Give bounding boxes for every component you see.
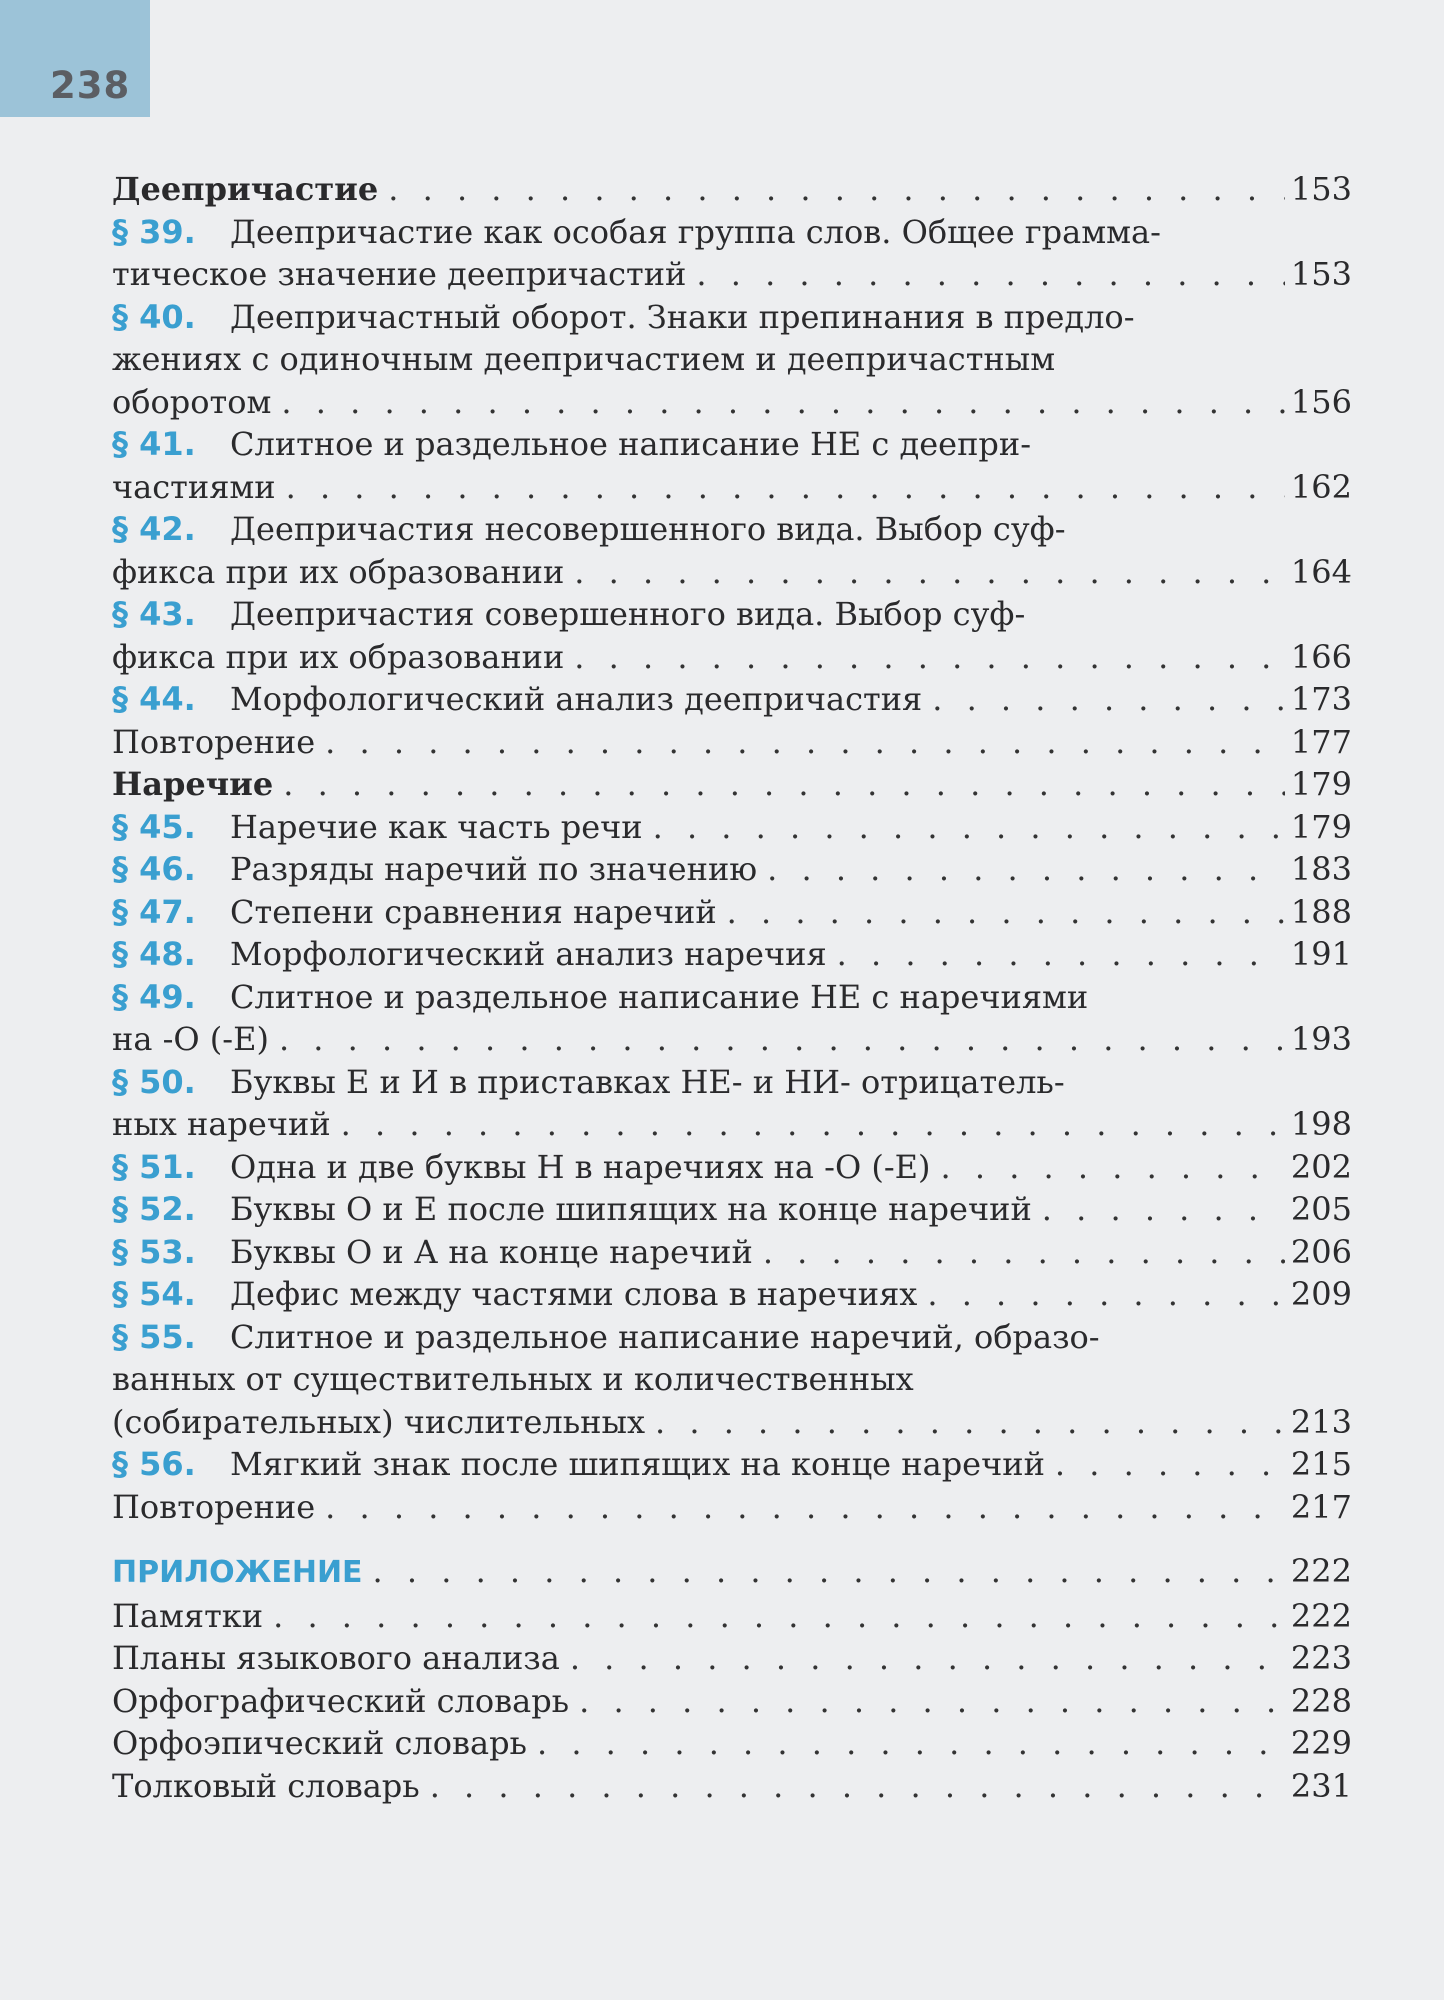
- toc-entry-text: Слитное и раздельное написание НЕ с наречиями: [230, 977, 1089, 1016]
- toc-entry: [112, 1231, 1352, 1274]
- dot-leader: [922, 678, 1285, 721]
- toc-entry-text: Орфоэпический словарь: [112, 1724, 527, 1762]
- page-ref: 217: [1290, 1487, 1352, 1526]
- toc-entry-text: Памятки: [112, 1596, 264, 1635]
- paragraph-number: § 49.: [112, 977, 196, 1016]
- toc-entry-text: Слитное и раздельное написание НЕ с деепри-: [230, 425, 1032, 463]
- dot-leader: [560, 1637, 1285, 1680]
- toc-entry-text: Мягкий знак после шипящих на конце наречий: [230, 1445, 1045, 1483]
- paragraph-number: § 40.: [112, 297, 196, 336]
- page-ref: 183: [1290, 850, 1352, 888]
- page-ref: 228: [1290, 1681, 1352, 1720]
- toc-entry-text: ных наречий: [112, 1105, 331, 1143]
- dot-leader: [931, 1146, 1285, 1189]
- dot-leader: [527, 1722, 1285, 1765]
- toc-entry-text: Степени сравнения наречий: [230, 892, 717, 931]
- page-ref: 213: [1290, 1402, 1352, 1441]
- toc-section-heading: [112, 763, 1352, 806]
- toc-entry-text: Буквы О и Е после шипящих на конце наречий: [230, 1190, 1032, 1228]
- toc-entry: [112, 1316, 1352, 1444]
- page-ref: 206: [1290, 1232, 1352, 1271]
- toc-entry-text: ванных от существительных и количественных: [112, 1360, 914, 1398]
- toc-plain-entry: [112, 1765, 1352, 1808]
- toc-entry-text: ПРИЛОЖЕНИЕ: [112, 1555, 363, 1590]
- page-ref: 179: [1290, 765, 1352, 803]
- toc-entry-text: Повторение: [112, 1487, 316, 1526]
- page-ref: 193: [1290, 1020, 1352, 1058]
- dot-leader: [315, 721, 1285, 764]
- paragraph-number: § 45.: [112, 807, 196, 846]
- dot-leader: [276, 466, 1285, 509]
- page-ref: 205: [1290, 1190, 1352, 1228]
- toc-entry-text: Буквы О и А на конце наречий: [230, 1232, 753, 1271]
- dot-leader: [564, 636, 1285, 679]
- page-ref: 223: [1290, 1639, 1352, 1677]
- page-ref: 153: [1290, 170, 1352, 208]
- toc-entry-text: Деепричастия совершенного вида. Выбор суф-: [230, 595, 1026, 633]
- paragraph-number: § 56.: [112, 1445, 196, 1483]
- toc-entry-text: Наречие как часть речи: [230, 807, 643, 846]
- toc-entry: [112, 1146, 1352, 1189]
- toc-plain-entry: [112, 1637, 1352, 1680]
- toc-entry-text: оборотом: [112, 382, 272, 421]
- dot-leader: [269, 1018, 1285, 1061]
- paragraph-number: § 48.: [112, 935, 196, 973]
- toc-entry-text: Буквы Е и И в приставках НЕ- и НИ- отрицатель-: [230, 1062, 1065, 1101]
- paragraph-number: § 52.: [112, 1190, 196, 1228]
- page-ref: 222: [1290, 1596, 1352, 1635]
- toc-entry: [112, 508, 1352, 593]
- paragraph-number: § 50.: [112, 1062, 196, 1101]
- toc-entry-text: тическое значение деепричастий: [112, 255, 687, 293]
- dot-leader: [1032, 1188, 1285, 1231]
- paragraph-number: § 43.: [112, 595, 196, 633]
- toc-entry: [112, 1061, 1352, 1146]
- page-ref: 202: [1290, 1147, 1352, 1186]
- dot-leader: [645, 1401, 1285, 1444]
- toc-entry-text: Деепричастие как особая группа слов. Общее граммa-: [230, 212, 1161, 251]
- dot-leader: [643, 806, 1285, 849]
- toc-appendix-heading: [112, 1550, 1352, 1595]
- dot-leader: [271, 381, 1285, 424]
- toc-entry-text: фикса при их образовании: [112, 637, 565, 676]
- paragraph-number: § 46.: [112, 850, 196, 888]
- toc-entry-text: (собирательных) числительных: [112, 1402, 646, 1441]
- toc-plain-entry: [112, 1680, 1352, 1723]
- dot-leader: [263, 1595, 1285, 1638]
- toc-entry: [112, 933, 1352, 976]
- dot-leader: [331, 1103, 1285, 1146]
- toc-entry-text: Одна и две буквы Н в наречиях на -О (-Е): [230, 1147, 931, 1186]
- toc-entry: [112, 1443, 1352, 1486]
- page-number: 238: [50, 64, 131, 107]
- page-ref: 191: [1290, 935, 1352, 973]
- dot-leader: [569, 1680, 1285, 1723]
- toc-entry-text: Деепричастный оборот. Знаки препинания в предло-: [230, 297, 1135, 336]
- paragraph-number: § 39.: [112, 212, 196, 251]
- toc-plain-entry: [112, 1595, 1352, 1638]
- paragraph-number: § 42.: [112, 510, 196, 548]
- paragraph-number: § 55.: [112, 1317, 196, 1356]
- dot-leader: [827, 933, 1285, 976]
- toc-entry-text: Дефис между частями слова в наречиях: [230, 1275, 918, 1313]
- toc-entry: [112, 848, 1352, 891]
- toc-entry-text: Слитное и раздельное написание наречий, образо-: [230, 1317, 1100, 1356]
- toc-entry-text: Деепричастия несовершенного вида. Выбор суф-: [230, 510, 1066, 548]
- paragraph-number: § 44.: [112, 680, 196, 718]
- toc-section-heading: [112, 168, 1352, 211]
- dot-leader: [717, 891, 1285, 934]
- paragraph-number: § 51.: [112, 1147, 196, 1186]
- page-ref: 164: [1290, 552, 1352, 591]
- toc-entry-text: Планы языкового анализа: [112, 1639, 560, 1677]
- dot-leader: [564, 551, 1285, 594]
- dot-leader: [363, 1550, 1285, 1593]
- page-ref: 209: [1290, 1275, 1352, 1313]
- toc-entry-text: фикса при их образовании: [112, 552, 565, 591]
- toc-entry-text: Разряды наречий по значению: [230, 850, 758, 888]
- toc-entry-text: Наречие: [112, 765, 274, 803]
- page-ref: 222: [1290, 1552, 1352, 1590]
- spacer: [112, 1528, 1352, 1550]
- toc-entry-text: Орфографический словарь: [112, 1681, 570, 1720]
- toc-entry: [112, 976, 1352, 1061]
- table-of-contents: [112, 168, 1352, 1807]
- paragraph-number: § 41.: [112, 425, 196, 463]
- dot-leader: [753, 1231, 1285, 1274]
- page-ref: 229: [1290, 1724, 1352, 1762]
- toc-entry-text: жениях с одиночным деепричастием и деепричастным: [112, 340, 1056, 378]
- page-ref: 215: [1290, 1445, 1352, 1483]
- toc-entry: [112, 296, 1352, 424]
- toc-entry-text: Морфологический анализ деепричастия: [230, 680, 923, 718]
- page-ref: 198: [1290, 1105, 1352, 1143]
- toc-plain-entry: [112, 1486, 1352, 1529]
- page-ref: 153: [1290, 255, 1352, 293]
- dot-leader: [273, 763, 1285, 806]
- page-ref: 188: [1290, 892, 1352, 931]
- toc-plain-entry: [112, 1722, 1352, 1765]
- toc-entry-text: Морфологический анализ наречия: [230, 935, 827, 973]
- paragraph-number: § 54.: [112, 1275, 196, 1313]
- toc-entry-text: Повторение: [112, 722, 316, 761]
- toc-entry: [112, 678, 1352, 721]
- toc-entry: [112, 593, 1352, 678]
- paragraph-number: § 53.: [112, 1232, 196, 1271]
- page-ref: 231: [1290, 1766, 1352, 1805]
- page-ref: 177: [1290, 722, 1352, 761]
- toc-entry-text: частиями: [112, 467, 276, 506]
- dot-leader: [1045, 1443, 1285, 1486]
- dot-leader: [757, 848, 1285, 891]
- toc-entry-text: на -О (-Е): [112, 1020, 269, 1058]
- page-ref: 179: [1290, 807, 1352, 846]
- dot-leader: [378, 168, 1285, 211]
- toc-entry: [112, 891, 1352, 934]
- toc-entry-text: Деепричастие: [112, 170, 379, 208]
- toc-entry: [112, 1273, 1352, 1316]
- dot-leader: [315, 1486, 1285, 1529]
- toc-entry: [112, 806, 1352, 849]
- toc-plain-entry: [112, 721, 1352, 764]
- dot-leader: [917, 1273, 1285, 1316]
- page-ref: 156: [1290, 382, 1352, 421]
- dot-leader: [686, 253, 1285, 296]
- page-ref: 166: [1290, 637, 1352, 676]
- toc-entry: [112, 1188, 1352, 1231]
- toc-entry: [112, 211, 1352, 296]
- toc-entry: [112, 423, 1352, 508]
- toc-entry-text: Толковый словарь: [112, 1766, 420, 1805]
- dot-leader: [420, 1765, 1285, 1808]
- page-ref: 173: [1290, 680, 1352, 718]
- paragraph-number: § 47.: [112, 892, 196, 931]
- page-ref: 162: [1290, 467, 1352, 506]
